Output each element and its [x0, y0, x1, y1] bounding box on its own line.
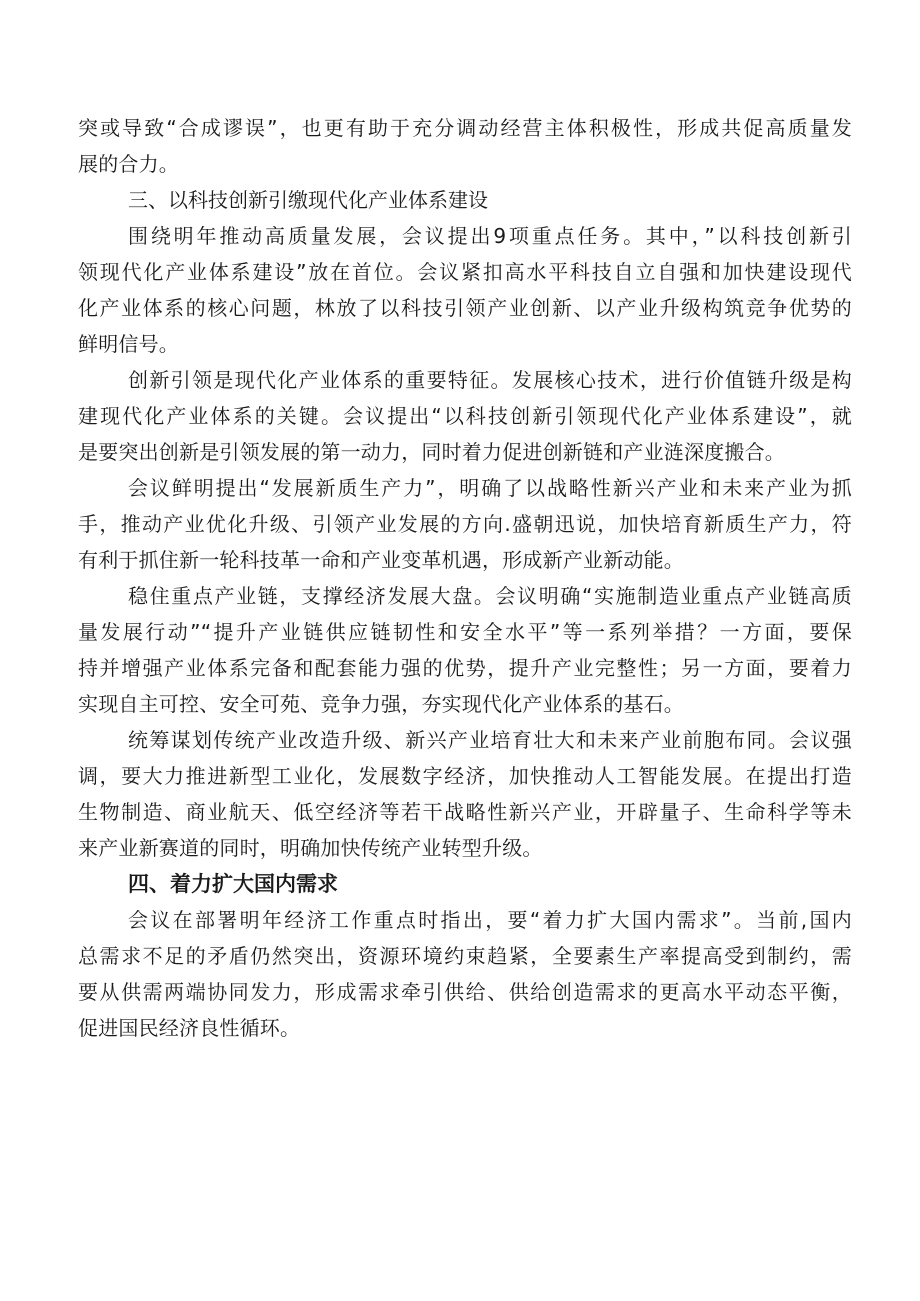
- paragraph: [78, 470, 852, 578]
- paragraph: [78, 362, 852, 470]
- text-line: 实现自主可控、安全可苑、竞争力强，夯实现代化产业体系的基石。: [78, 692, 684, 716]
- text-line: 促进国民经济良性循环。: [78, 1016, 301, 1040]
- text-line: 生物制造、商业航天、低空经济等若干战略性新兴产业，开辟量子、生命科学等未: [78, 800, 852, 824]
- text-line: 化产业体系的核心问题，林放了以科技引领产业创新、以产业升级构筑竞争优势的: [78, 296, 852, 320]
- text-line: 会议鲜明提出“发展新质生产力”，明确了以战略性新兴产业和未来产业为抓: [128, 476, 852, 500]
- text-line: 建现代化产业体系的关键。会议提出“以科技创新引领现代化产业体系建设”，就: [78, 404, 852, 428]
- text-line: 围绕明年推动高质量发展，会议提出9项重点任务。其中，”以科技创新引: [128, 224, 852, 248]
- text-line: 手，推动产业优化升级、引领产业发展的方向.盛朝迅说，加快培育新质生产力，符: [78, 512, 852, 536]
- paragraph: [78, 218, 852, 362]
- text-line: 稳住重点产业链，支撑经济发展大盘。会议明确“实施制造业重点产业链高质: [128, 584, 852, 608]
- text-line: 有利于抓住新一轮科技革一命和产业变革机遇，形成新产业新动能。: [78, 548, 684, 572]
- paragraph: [78, 722, 852, 866]
- text-line: 持并增强产业体系完备和配套能力强的优势，提升产业完整性；另一方面，要着力: [78, 656, 852, 680]
- section-heading-4: 四、着力扩大国内需求: [128, 872, 338, 896]
- section-heading-3: 三、以科技创新引缴现代化产业体系建设: [128, 188, 488, 212]
- text-line: 总需求不足的矛盾仍然突出，资源环境约束趋紧，全要素生产率提高受到制约，需: [78, 944, 852, 968]
- text-line: 调，要大力推进新型工业化，发展数字经济，加快推动人工智能发展。在提出打造: [78, 764, 852, 788]
- text-line: 突或导致“合成谬误”，也更有助于充分调动经营主体积极性，形成共促高质量发: [78, 116, 852, 140]
- text-line: 来产业新赛道的同时，明确加快传统产业转型升级。: [78, 836, 543, 860]
- text-line: 是要突出创新是引领发展的第一动力，同时着力促进创新链和产业涟深度搬合。: [78, 440, 785, 464]
- text-line: 要从供需两端协同发力，形成需求牵引供给、供给创造需求的更高水平动态平衡，: [78, 980, 852, 1004]
- text-line: 领现代化产业体系建设”放在首位。会议紧扣高水平科技自立自强和加快建设现代: [78, 260, 852, 284]
- paragraph: [78, 902, 852, 1046]
- text-line: 展的合力。: [78, 152, 179, 176]
- paragraph-continued: [78, 110, 852, 182]
- text-line: 统筹谋划传统产业改造升级、新兴产业培育壮大和未来产业前胞布同。会议强: [128, 728, 852, 752]
- text-line: 创新引领是现代化产业体系的重要特征。发展核心技术，进行价值链升级是构: [128, 368, 852, 392]
- text-line: 量发展行动”“提升产业链供应链韧性和安全水平”等一系列举措？一方面，要保: [78, 620, 852, 644]
- paragraph: [78, 578, 852, 722]
- text-line: 鲜明信号。: [78, 332, 179, 356]
- text-line: 会议在部署明年经济工作重点时指出，要“着力扩大国内需求”。当前,国内: [128, 908, 852, 932]
